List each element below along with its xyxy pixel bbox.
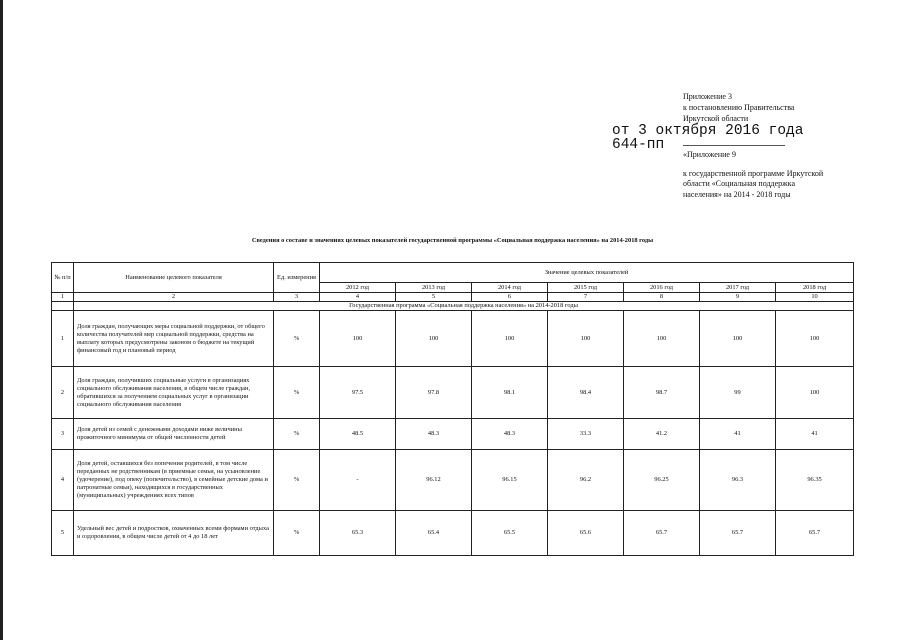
column-number: 8: [624, 293, 700, 302]
indicator-value: 97.8: [396, 367, 472, 419]
appendix-line: Приложение 3: [683, 92, 732, 101]
row-number: 3: [52, 419, 74, 450]
indicator-value: 65.6: [548, 511, 624, 556]
appendix-header: [683, 91, 794, 124]
indicator-value: 100: [320, 311, 396, 367]
indicator-name: Доля детей, оставшихся без попечения родителей, в том числе переданных не родственникам (в приемные семьи, на усыновление (удочерение), под опеку (попечительство), в семейные детские дома и патронатные семьи), находящихся в государственных (муниципальных) учреждениях всех типов: [74, 450, 274, 511]
column-number: 3: [274, 293, 320, 302]
indicator-value: 99: [700, 367, 776, 419]
program-row: Государственная программа «Социальная поддержка населения» на 2014-2018 годы: [74, 302, 854, 311]
scan-edge-shadow: [0, 0, 3, 640]
appendix-line: Иркутской области: [683, 114, 749, 123]
header-number: № п/п: [52, 263, 74, 293]
indicator-value: 48.5: [320, 419, 396, 450]
indicator-name: Доля граждан, получающих меры социальной поддержки, от общего количества получателей мер социальной поддержки, средства на выплату которых предусмотрены законом о бюджете на текущий финансовый год и плановый период: [74, 311, 274, 367]
header-year: 2013 год: [396, 283, 472, 293]
column-number: 6: [472, 293, 548, 302]
indicator-value: 96.25: [624, 450, 700, 511]
program-ref-line: населения» на 2014 - 2018 годы: [683, 189, 791, 199]
decree-number: 644-пп: [612, 137, 665, 153]
indicators-table: [51, 262, 854, 556]
indicator-value: 96.3: [700, 450, 776, 511]
indicator-value: 65.7: [700, 511, 776, 556]
indicator-value: 41: [700, 419, 776, 450]
column-number: 2: [74, 293, 274, 302]
indicator-name: Доля детей из семей с денежными доходами ниже величины прожиточного минимума от общей численности детей: [74, 419, 274, 450]
header-year: 2017 год: [700, 283, 776, 293]
indicator-value: -: [320, 450, 396, 511]
indicator-value: 41.2: [624, 419, 700, 450]
indicator-unit: %: [274, 311, 320, 367]
row-number: 4: [52, 450, 74, 511]
indicator-value: 48.3: [472, 419, 548, 450]
program-ref-line: «Приложение 9: [683, 150, 736, 159]
indicator-value: 33.3: [548, 419, 624, 450]
indicator-value: 48.3: [396, 419, 472, 450]
column-number: 5: [396, 293, 472, 302]
indicator-value: 96.12: [396, 450, 472, 511]
decree-date: от 3 октября 2016 года: [612, 123, 804, 139]
indicator-value: 98.7: [624, 367, 700, 419]
table-row: [52, 450, 854, 511]
header-year: 2012 год: [320, 283, 396, 293]
indicator-value: 98.4: [548, 367, 624, 419]
row-number: 2: [52, 367, 74, 419]
indicator-unit: %: [274, 450, 320, 511]
program-reference: [683, 150, 823, 200]
table-title: Сведения о составе и значениях целевых показателей государственной программы «Социальная поддержка населения» на 2014-2018 годы: [251, 237, 654, 244]
stamp-underline: [683, 145, 785, 146]
header-year: 2014 год: [472, 283, 548, 293]
header-year: 2018 год: [776, 283, 854, 293]
indicator-value: 65.4: [396, 511, 472, 556]
table-row: [52, 419, 854, 450]
indicator-value: 96.35: [776, 450, 854, 511]
indicator-name: Удельный вес детей и подростков, охваченных всеми формами отдыха и оздоровления, в общем числе детей от 4 до 18 лет: [74, 511, 274, 556]
decree-stamp: [612, 124, 803, 152]
indicator-value: 100: [472, 311, 548, 367]
header-values: Значение целевых показателей: [320, 263, 854, 283]
row-number: 1: [52, 311, 74, 367]
indicator-value: 100: [624, 311, 700, 367]
header-unit: Ед. измерения: [274, 263, 320, 293]
indicator-value: 100: [548, 311, 624, 367]
indicator-value: 96.2: [548, 450, 624, 511]
indicator-value: 98.1: [472, 367, 548, 419]
column-number: 4: [320, 293, 396, 302]
indicator-unit: %: [274, 367, 320, 419]
indicator-value: 100: [700, 311, 776, 367]
indicator-name: Доля граждан, получивших социальные услуги в организациях социального обслуживания населения, в общем числе граждан, обратившихся за получением социальных услуг в организации социального обслуживания населения: [74, 367, 274, 419]
table-row: [52, 311, 854, 367]
indicator-value: 65.7: [776, 511, 854, 556]
header-indicator-name: Наименование целевого показателя: [74, 263, 274, 293]
table-row: [52, 511, 854, 556]
indicator-value: 96.15: [472, 450, 548, 511]
indicator-value: 41: [776, 419, 854, 450]
indicator-value: 65.5: [472, 511, 548, 556]
row-number: 5: [52, 511, 74, 556]
indicator-value: 65.7: [624, 511, 700, 556]
header-year: 2016 год: [624, 283, 700, 293]
indicator-value: 100: [396, 311, 472, 367]
column-number: 7: [548, 293, 624, 302]
column-number: 9: [700, 293, 776, 302]
column-number-row: [52, 293, 854, 302]
header-year: 2015 год: [548, 283, 624, 293]
program-ref-line: области «Социальная поддержка: [683, 179, 795, 188]
appendix-line: к постановлению Правительства: [683, 103, 795, 112]
column-number: 1: [52, 293, 74, 302]
indicator-value: 100: [776, 367, 854, 419]
column-number: 10: [776, 293, 854, 302]
table-row: [52, 367, 854, 419]
indicator-value: 97.5: [320, 367, 396, 419]
indicator-value: 65.3: [320, 511, 396, 556]
indicator-value: 100: [776, 311, 854, 367]
program-ref-line: к государственной программе Иркутской: [683, 168, 824, 178]
indicator-unit: %: [274, 419, 320, 450]
indicator-unit: %: [274, 511, 320, 556]
